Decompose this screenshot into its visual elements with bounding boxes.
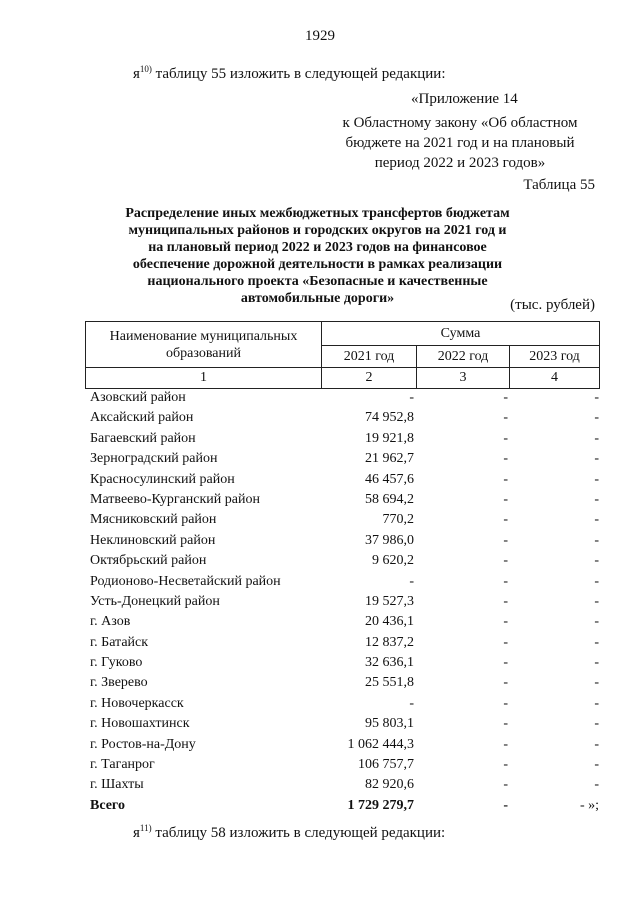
table-row [90, 490, 602, 510]
table-row [90, 755, 602, 775]
row-value-2021: 19 527,3 [365, 593, 414, 609]
intro-footnote: 10) [139, 64, 152, 74]
table-row [90, 653, 602, 673]
row-value-2021: 37 986,0 [365, 532, 414, 548]
row-name: Азовский район [90, 390, 186, 405]
row-value-2022: - [503, 593, 508, 609]
table-row [90, 572, 602, 592]
header-name-col: Наименование муниципальных образований [86, 322, 322, 368]
row-value-2022: - [503, 451, 508, 467]
table-row [90, 612, 602, 632]
row-value-2023: - [594, 634, 599, 650]
row-value-2021: 21 962,7 [365, 451, 414, 467]
table-row [90, 775, 602, 795]
row-value-2022: - [503, 655, 508, 671]
table-label: Таблица 55 [523, 177, 595, 193]
row-value-2021: 12 837,2 [365, 634, 414, 650]
total-row [90, 796, 602, 816]
row-value-2022: - [503, 512, 508, 528]
row-name: г. Новочеркасск [90, 695, 184, 711]
row-name: Усть-Донецкий район [90, 593, 220, 609]
row-value-2023: - [594, 491, 599, 507]
outro-text: таблицу 58 изложить в следующей редакции: [151, 825, 446, 841]
table-row [90, 735, 602, 755]
row-value-2023: - [594, 736, 599, 752]
row-name: Матвеево-Курганский район [90, 491, 260, 507]
row-value-2023: - [594, 695, 599, 711]
row-value-2022: - [503, 695, 508, 711]
row-name: Неклиновский район [90, 532, 216, 548]
row-value-2022: - [503, 777, 508, 793]
row-value-2022: - [503, 471, 508, 487]
header-num-2: 2 [322, 368, 417, 389]
table-body [90, 388, 602, 816]
row-value-2021: 1 729 279,7 [347, 797, 414, 813]
row-value-2021: - [409, 390, 414, 405]
row-value-2023: - [594, 512, 599, 528]
row-value-2023: - [594, 390, 599, 405]
table-row [90, 510, 602, 530]
row-value-2023: - [594, 777, 599, 793]
row-name: г. Шахты [90, 777, 144, 793]
row-name: Зерноградский район [90, 451, 218, 467]
row-name: Красносулинский район [90, 471, 235, 487]
row-value-2023: - [594, 716, 599, 732]
row-value-2021: 770,2 [382, 512, 414, 528]
row-value-2022: - [503, 390, 508, 405]
table-row [90, 694, 602, 714]
table-header [85, 321, 600, 389]
row-value-2021: - [409, 573, 414, 589]
row-value-2023: - [594, 430, 599, 446]
row-name: г. Азов [90, 614, 131, 630]
table-row [90, 470, 602, 490]
row-value-2021: 58 694,2 [365, 491, 414, 507]
row-value-2023: - [594, 655, 599, 671]
row-value-2022: - [503, 757, 508, 773]
header-num-3: 3 [417, 368, 510, 389]
outro-prefix: я [133, 825, 140, 841]
header-2022: 2022 год [417, 346, 510, 368]
appendix-title: «Приложение 14 [411, 91, 518, 107]
appendix-subtitle: к Областному закону «Об областном бюджете на 2021 год и на плановый период 2022 и 2023 годов» [342, 115, 578, 171]
intro-prefix: я [133, 66, 140, 82]
row-value-2021: 95 803,1 [365, 716, 414, 732]
row-value-2023: - [594, 675, 599, 691]
row-value-2023: - [594, 410, 599, 426]
row-name: Октябрьский район [90, 553, 207, 569]
row-value-2021: 82 920,6 [365, 777, 414, 793]
row-value-2023: - »; [579, 797, 599, 813]
row-name: г. Таганрог [90, 757, 155, 773]
row-name: Аксайский район [90, 410, 194, 426]
row-value-2022: - [503, 634, 508, 650]
row-value-2023: - [594, 757, 599, 773]
row-value-2023: - [594, 614, 599, 630]
row-value-2022: - [503, 553, 508, 569]
row-value-2022: - [503, 716, 508, 732]
row-value-2022: - [503, 430, 508, 446]
row-value-2021: 46 457,6 [365, 471, 414, 487]
row-value-2021: 106 757,7 [358, 757, 414, 773]
table-row [90, 633, 602, 653]
row-value-2023: - [594, 471, 599, 487]
row-value-2022: - [503, 532, 508, 548]
row-name: Багаевский район [90, 430, 196, 446]
row-name: г. Новошахтинск [90, 716, 190, 732]
table-row [90, 388, 602, 408]
table-row [90, 531, 602, 551]
header-num-1: 1 [86, 368, 322, 389]
row-value-2023: - [594, 593, 599, 609]
row-value-2021: 20 436,1 [365, 614, 414, 630]
intro-line [133, 64, 446, 83]
row-name: г. Ростов-на-Дону [90, 736, 196, 752]
row-value-2023: - [594, 553, 599, 569]
row-value-2021: 74 952,8 [365, 410, 414, 426]
table-row [90, 449, 602, 469]
table-row [90, 592, 602, 612]
row-value-2021: 19 921,8 [365, 430, 414, 446]
units-label: (тыс. рублей) [510, 297, 595, 313]
table-row [90, 408, 602, 428]
row-name: Родионово-Несветайский район [90, 573, 281, 589]
row-value-2022: - [503, 573, 508, 589]
row-name: Всего [90, 797, 125, 813]
row-value-2021: 25 551,8 [365, 675, 414, 691]
row-name: г. Зверево [90, 675, 148, 691]
table-row [90, 551, 602, 571]
table-row [90, 429, 602, 449]
row-value-2022: - [503, 675, 508, 691]
row-name: г. Батайск [90, 634, 149, 650]
row-name: Мясниковский район [90, 512, 217, 528]
row-value-2022: - [503, 491, 508, 507]
row-value-2021: 32 636,1 [365, 655, 414, 671]
header-num-4: 4 [510, 368, 600, 389]
intro-text: таблицу 55 изложить в следующей редакции: [151, 66, 446, 82]
row-value-2021: 1 062 444,3 [347, 736, 414, 752]
table-row [90, 673, 602, 693]
header-2021: 2021 год [322, 346, 417, 368]
page-number: 1929 [305, 28, 335, 44]
row-value-2022: - [503, 614, 508, 630]
header-2023: 2023 год [510, 346, 600, 368]
row-value-2022: - [503, 736, 508, 752]
row-value-2023: - [594, 573, 599, 589]
row-value-2021: 9 620,2 [372, 553, 414, 569]
row-value-2022: - [503, 797, 508, 813]
outro-footnote: 11) [139, 823, 152, 833]
row-name: г. Гуково [90, 655, 143, 671]
outro-line [133, 823, 445, 842]
row-value-2021: - [409, 695, 414, 711]
table-row [90, 714, 602, 734]
header-sum: Сумма [322, 322, 600, 346]
table-title: Распределение иных межбюджетных трансфертов бюджетам муниципальных районов и городских округов на 2021 год и на плановый период 2022 и 2023 годов на финансовое обеспечение дорожной деятельности в рамках реализации национального проекта «Безопасные и качественные автомобильные дороги» [125, 206, 510, 306]
row-value-2023: - [594, 451, 599, 467]
row-value-2022: - [503, 410, 508, 426]
row-value-2023: - [594, 532, 599, 548]
